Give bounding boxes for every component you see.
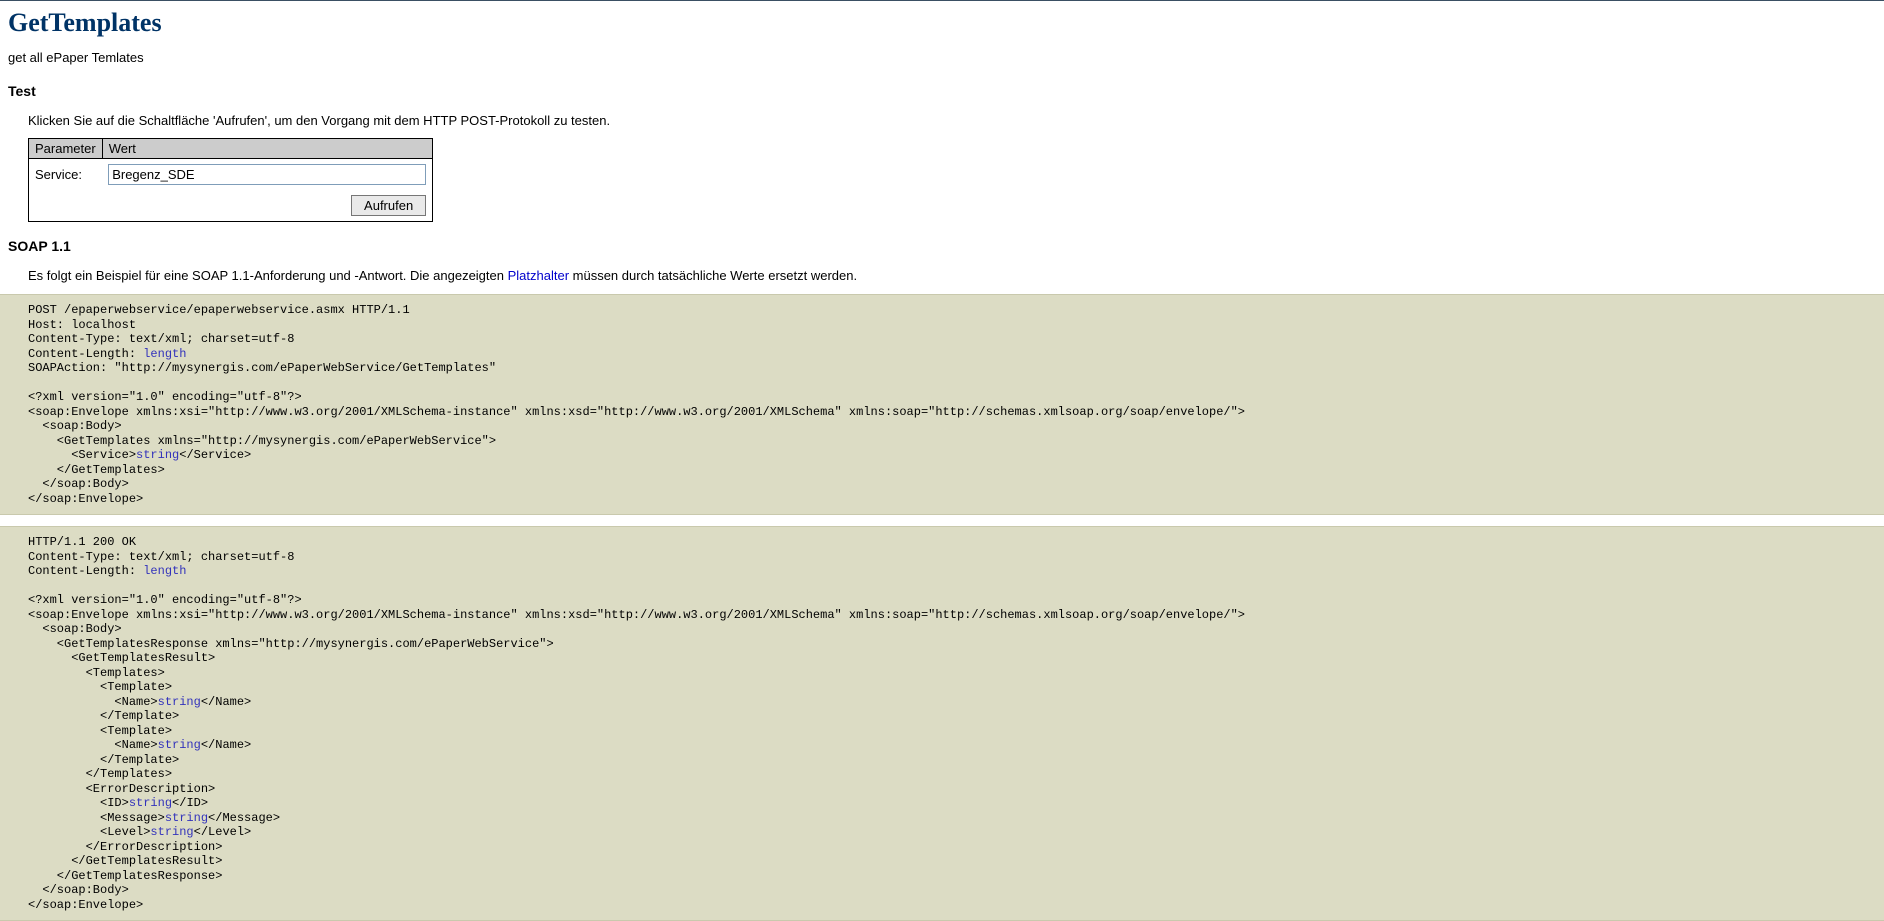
soap-description <box>28 268 1884 283</box>
code-placeholder: string <box>157 694 201 709</box>
column-header-value: Wert <box>102 139 433 159</box>
soap-heading: SOAP 1.1 <box>8 238 71 254</box>
code-placeholder: length <box>143 564 187 578</box>
soap-request-code: POST /epaperwebservice/epaperwebservice.asmx HTTP/1.1 Host: localhost Content-Type: text/xml; charset=utf-8 Content-Length: length SOAPAction: "http://mysynergis.com/ePaperWebService/GetTemplates" <?xml version="1.0" encoding="utf-8"?> <soap:Envelope xmlns:xsi="http://www.w3.org/2001/XMLSchema-instance" xmlns:xsd="http://www.w3.org/2001/XMLSchema" xmlns:soap="http://schemas.xmlsoap.org/soap/envelope/"> <soap:Body> <GetTemplates xmlns="http://mysynergis.com/ePaperWebService"> <Service>string</Service> </GetTemplates> </soap:Body> </soap:Envelope> <box>0 294 1884 515</box>
soap-response-code: HTTP/1.1 200 OK Content-Type: text/xml; charset=utf-8 Content-Length: length <?xml version="1.0" encoding="utf-8"?> <soap:Envelope xmlns:xsi="http://www.w3.org/2001/XMLSchema-instance" xmlns:xsd="http://www.w3.org/2001/XMLSchema" xmlns:soap="http://schemas.xmlsoap.org/soap/envelope/"> <soap:Body> <GetTemplatesResponse xmlns="http://mysynergis.com/ePaperWebService"> <GetTemplatesResult> <Templates> <Template> <Name>string</Name> </Template> <Template> <Name>string</Name> </Template> </Templates> <ErrorDescription> <ID>string</ID> <Message>string</Message> <Level>string</Level> </ErrorDescription> </GetTemplatesResult> </GetTemplatesResponse> </soap:Body> </soap:Envelope> <box>0 526 1884 921</box>
placeholder-link[interactable]: Platzhalter <box>507 268 570 283</box>
code-placeholder: string <box>150 825 194 839</box>
code-placeholder: string <box>128 796 173 810</box>
table-header-row <box>29 139 433 159</box>
action-cell <box>102 190 433 222</box>
test-parameter-table <box>28 138 433 222</box>
code-placeholder: string <box>157 738 201 752</box>
test-instruction: Klicken Sie auf die Schaltfläche 'Aufrufen', um den Vorgang mit dem HTTP POST-Protokoll zu testen. <box>28 113 611 128</box>
column-header-parameter: Parameter <box>29 139 103 159</box>
page-title: GetTemplates <box>8 8 162 37</box>
soap-description-after: müssen durch tatsächliche Werte ersetzt werden. <box>569 268 858 283</box>
code-placeholder: string <box>164 810 209 825</box>
test-heading: Test <box>8 83 36 99</box>
service-input[interactable] <box>108 164 426 185</box>
parameter-label-service: Service: <box>35 167 82 182</box>
parameter-value-cell <box>102 159 433 191</box>
spacer-cell <box>29 190 103 222</box>
code-placeholder: length <box>143 346 187 361</box>
invoke-button[interactable]: Aufrufen <box>351 195 426 216</box>
header-divider <box>0 0 1884 1</box>
page-description: get all ePaper Temlates <box>8 50 144 65</box>
code-placeholder: string <box>136 448 180 462</box>
table-row <box>29 159 433 191</box>
table-action-row <box>29 190 433 222</box>
soap-description-before: Es folgt ein Beispiel für eine SOAP 1.1-Anforderung und -Antwort. Die angezeigten <box>28 268 508 283</box>
